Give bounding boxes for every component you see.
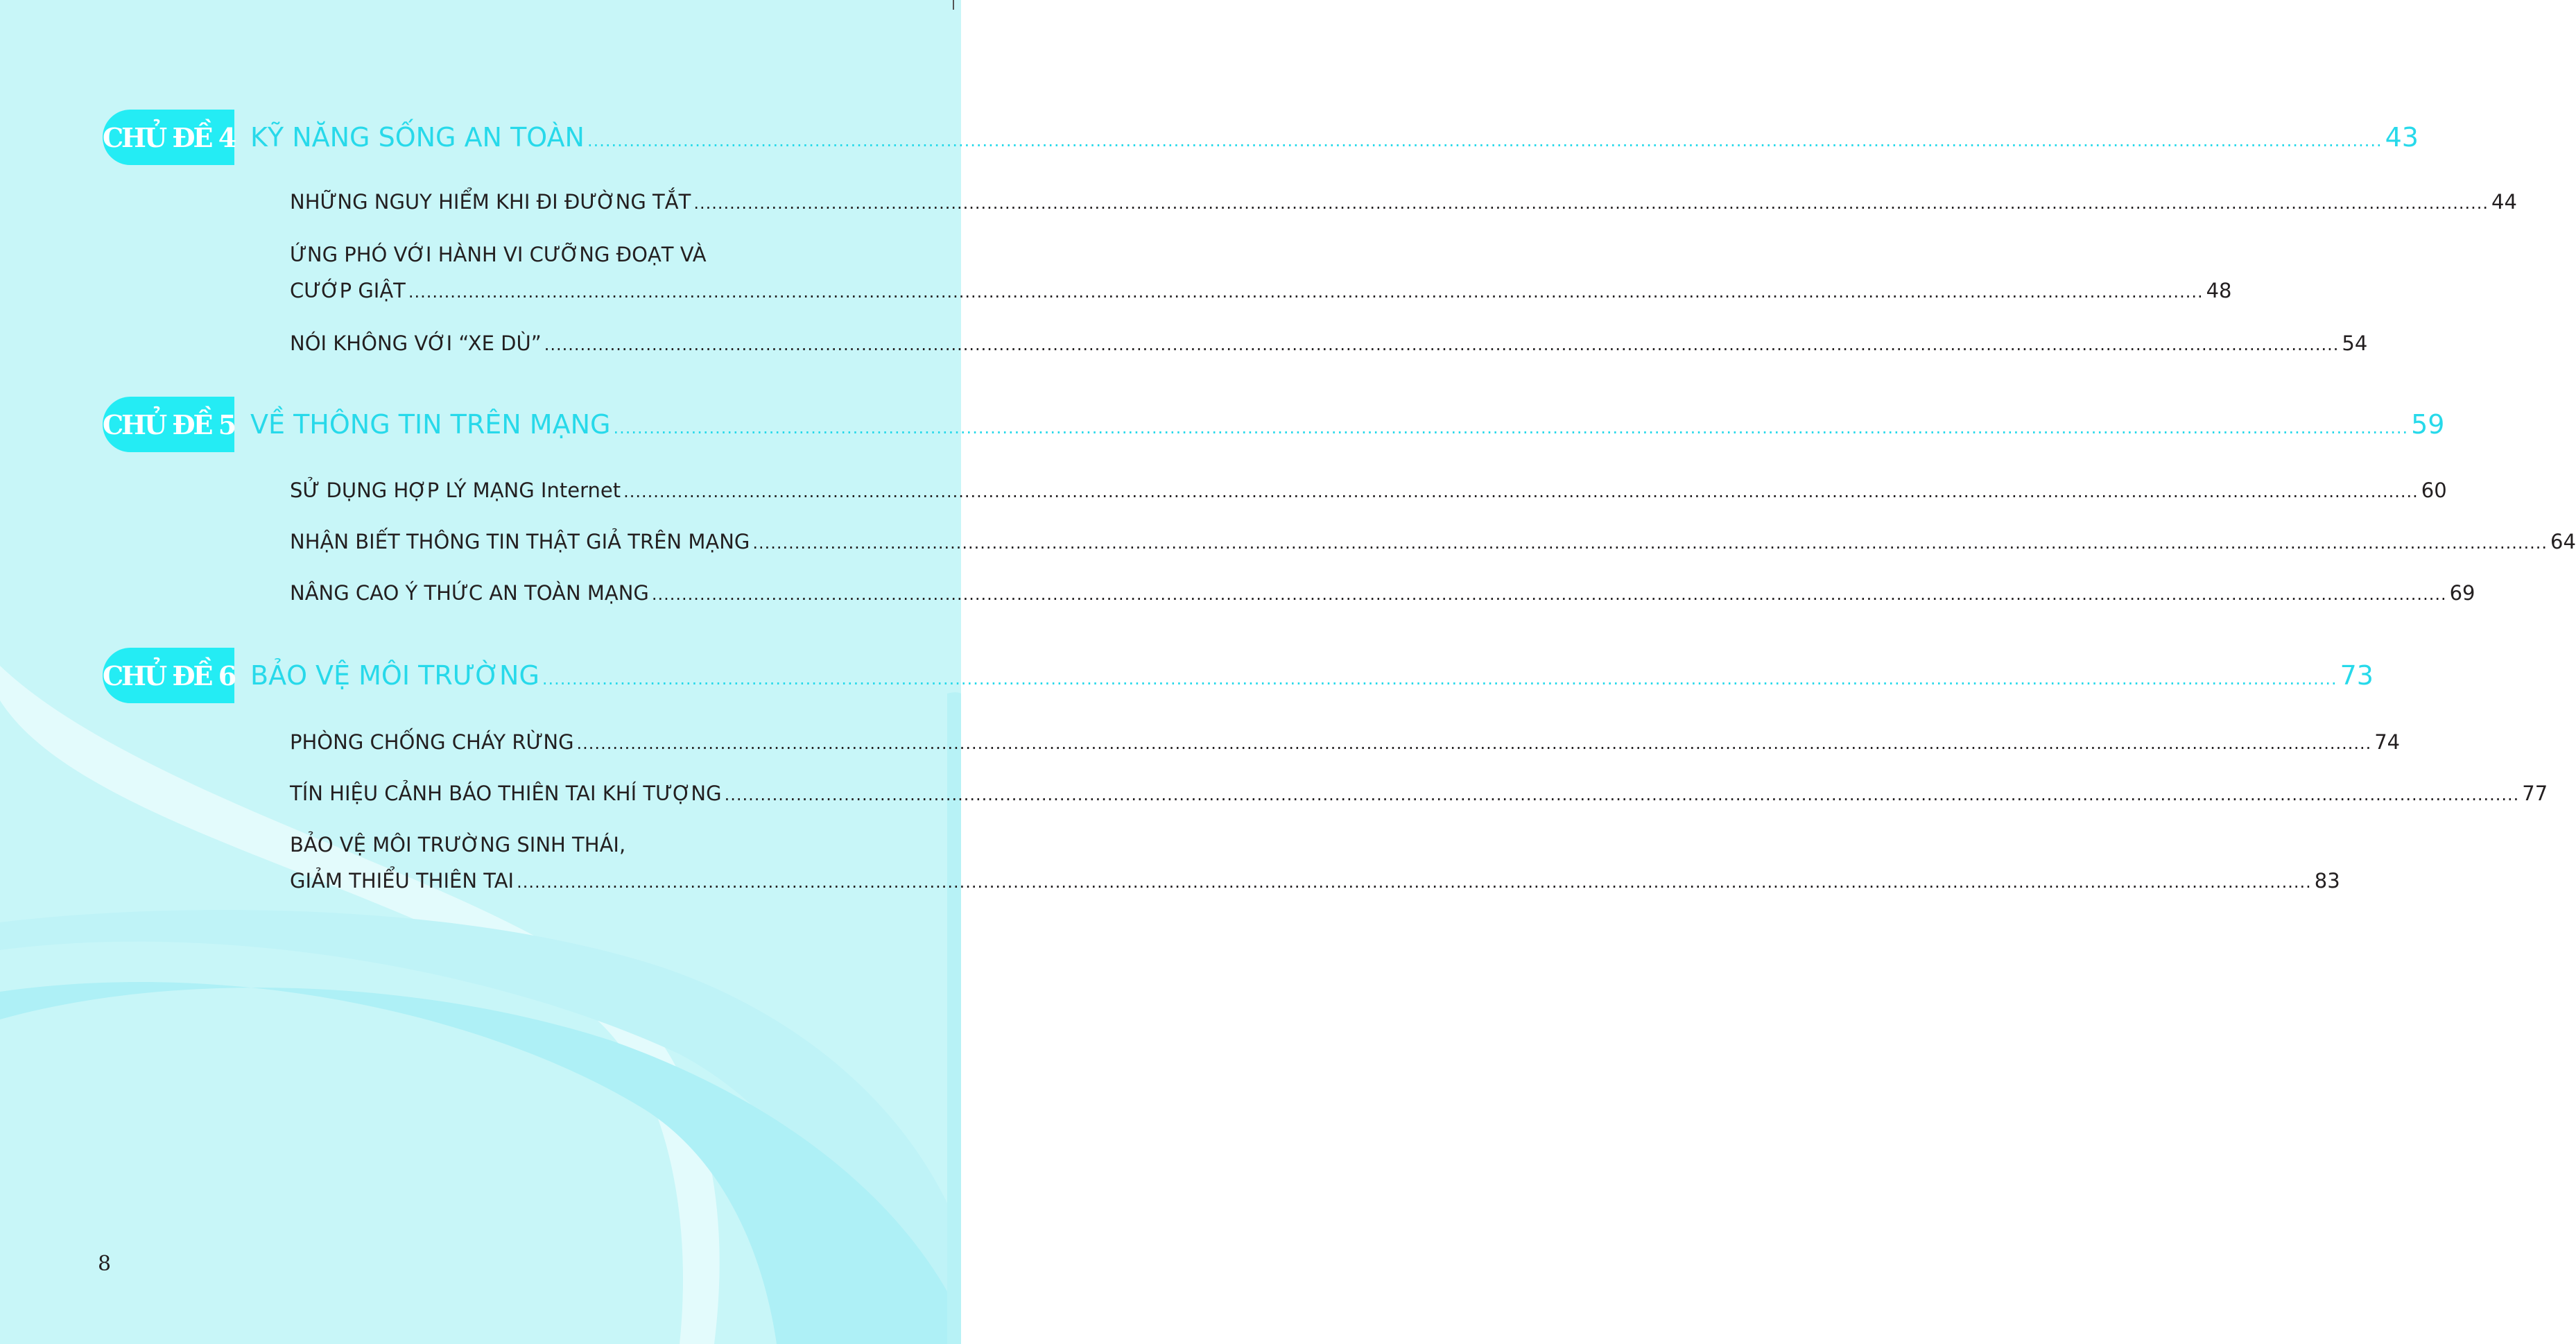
entry-line <box>290 782 2548 818</box>
topic-heading[interactable] <box>102 648 2374 703</box>
entry-line <box>290 869 2340 905</box>
entry-title: ỨNG PHÓ VỚI HÀNH VI CƯỠNG ĐOẠT VÀ <box>290 243 707 266</box>
dot-leader: ............................................................................................................................................................................................................................................................................................................ <box>623 482 2419 501</box>
entry-title: PHÒNG CHỐNG CHÁY RỪNG <box>290 730 574 754</box>
topic-heading[interactable] <box>102 110 2419 165</box>
entry-title: GIẢM THIỂU THIÊN TAI <box>290 869 515 893</box>
entry-page-number: 64 <box>2550 530 2576 553</box>
dot-leader: ............................................................................................................................................................................................................................................................................................................ <box>517 872 2312 892</box>
entry-title: CƯỚP GIẬT <box>290 279 406 302</box>
entry-page-number: 44 <box>2491 190 2517 214</box>
topic-badge: CHỦ ĐỀ 4 <box>103 110 234 165</box>
topic-page-number: 73 <box>2340 660 2374 691</box>
dot-leader: ............................................................................................................................................................................................................................................................................................................ <box>613 418 2409 438</box>
entry-title: BẢO VỆ MÔI TRƯỜNG SINH THÁI, <box>290 833 626 856</box>
entry-title: NHẬN BIẾT THÔNG TIN THẬT GIẢ TRÊN MẠNG <box>290 530 750 553</box>
entry-line <box>290 530 2576 566</box>
entry-line <box>290 190 2517 226</box>
entry-page-number: 83 <box>2314 869 2340 893</box>
dot-leader: ............................................................................................................................................................................................................................................................................................................ <box>587 131 2383 150</box>
page-number: 8 <box>98 1252 112 1276</box>
dot-leader: ............................................................................................................................................................................................................................................................................................................ <box>693 193 2489 213</box>
entry-page-number: 60 <box>2421 479 2447 502</box>
topic-page-number: 43 <box>2385 122 2419 153</box>
topic-title: KỸ NĂNG SỐNG AN TOÀN <box>250 122 585 153</box>
dot-leader: ............................................................................................................................................................................................................................................................................................................ <box>408 282 2204 302</box>
topic-heading[interactable] <box>102 397 2445 452</box>
topic-title-line <box>250 660 2374 691</box>
dot-leader: ............................................................................................................................................................................................................................................................................................................ <box>752 533 2548 553</box>
toc-entry[interactable] <box>290 530 2576 566</box>
topic-title: BẢO VỆ MÔI TRƯỜNG <box>250 660 539 691</box>
entry-title: TÍN HIỆU CẢNH BÁO THIÊN TAI KHÍ TƯỢNG <box>290 782 722 805</box>
dot-leader: ............................................................................................................................................................................................................................................................................................................ <box>651 585 2447 604</box>
entry-title: SỬ DỤNG HỢP LÝ MẠNG Internet <box>290 479 621 502</box>
entry-page-number: 54 <box>2342 331 2368 355</box>
entry-line <box>290 479 2447 515</box>
toc-entry[interactable] <box>290 833 2340 905</box>
entry-title: NHỮNG NGUY HIỂM KHI ĐI ĐƯỜNG TẮT <box>290 190 691 214</box>
topic-badge: CHỦ ĐỀ 6 <box>103 648 234 703</box>
entry-title: NÓI KHÔNG VỚI “XE DÙ” <box>290 331 542 355</box>
topic-badge: CHỦ ĐỀ 5 <box>103 397 234 452</box>
crop-mark <box>953 0 954 10</box>
topic-page-number: 59 <box>2411 409 2445 440</box>
dot-leader: ............................................................................................................................................................................................................................................................................................................ <box>724 785 2520 804</box>
entry-page-number: 74 <box>2374 730 2401 754</box>
entry-page-number: 48 <box>2206 279 2232 302</box>
toc-entry[interactable] <box>290 730 2401 766</box>
dot-leader: ............................................................................................................................................................................................................................................................................................................ <box>544 335 2340 354</box>
entry-page-number: 77 <box>2522 782 2548 805</box>
toc-entry[interactable] <box>290 190 2517 226</box>
toc-entry[interactable] <box>290 243 2232 315</box>
toc-entry[interactable] <box>290 782 2548 818</box>
dot-leader: ............................................................................................................................................................................................................................................................................................................ <box>542 669 2337 689</box>
entry-page-number: 69 <box>2449 581 2475 605</box>
toc-entry[interactable] <box>290 581 2475 617</box>
entry-line <box>290 331 2368 368</box>
topic-title: VỀ THÔNG TIN TRÊN MẠNG <box>250 409 611 440</box>
entry-line <box>290 730 2401 766</box>
toc-entry[interactable] <box>290 331 2368 368</box>
topic-title-line <box>250 409 2444 440</box>
entry-line <box>290 243 833 279</box>
toc-entry[interactable] <box>290 479 2447 515</box>
entry-line <box>290 581 2475 617</box>
dot-leader: ............................................................................................................................................................................................................................................................................................................ <box>576 734 2372 753</box>
entry-line <box>290 833 833 869</box>
entry-title: NÂNG CAO Ý THỨC AN TOÀN MẠNG <box>290 581 649 605</box>
entry-line <box>290 279 2232 315</box>
topic-title-line <box>250 122 2419 153</box>
